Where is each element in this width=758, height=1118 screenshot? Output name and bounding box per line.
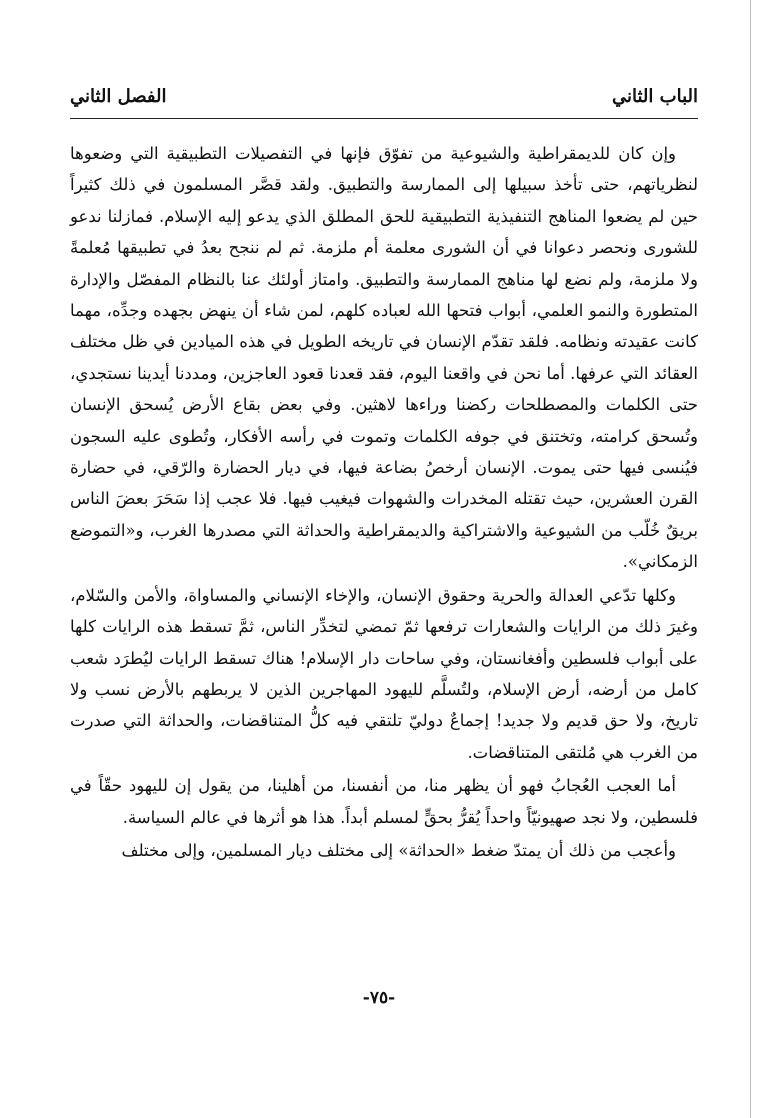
header-divider [70,118,698,119]
paragraph: وكلها تدّعي العدالة والحرية وحقوق الإنسان، والإخاء الإنساني والمساواة، والأمن والسّلام، وغيرَ ذلك من الرايات والشعارات ترفعها ثمّ تمضي لتخدِّر الناس، ثمَّ تسقط هذه الرايات كلها على أبواب فلسطين وأفغانستان، وفي ساحات دار الإسلام! هناك تسقط الرايات ليُطرَد شعب كامل من أرضه، أرض الإسلام، ولتُسلَّم لليهود المهاجرين الذين لا يربطهم بالأرض نسب ولا تاريخ، ولا حق قديم ولا جديد! إجماعٌ دوليّ تلتقي فيه كلُّ المتناقضات، والحداثة التي صدرت من الغرب هي مُلتقى المتناقضات. [70,585,698,762]
paragraph: أما العجب العُجابُ فهو أن يظهر منا، من أنفسنا، من أهلينا، من يقول إن لليهود حقّاً في فلسطين، ولا نجد صهيونيّاً واحداً يُقرُّ بحقٍّ لمسلم أبداً. هذا هو أثرها في عالم السياسة. [70,776,698,827]
paragraph: وأعجب من ذلك أن يمتدّ ضغط «الحداثة» إلى مختلف ديار المسلمين، وإلى مختلف [121,840,676,860]
page-number: -٧٥- [362,988,396,1008]
part-title: الباب الثاني [611,86,698,107]
page-edge-line [750,0,751,1118]
chapter-title: الفصل الثاني [70,86,167,107]
running-header [70,86,698,116]
paragraph: وإن كان للديمقراطية والشيوعية من تفوّق فإنها في التفصيلات التطبيقية التي وضعوها لنظرياتهم، حتى تأخذ سبيلها إلى الممارسة والتطبيق. ولقد قصَّر المسلمون في ذلك كثيراً حين لم يضعوا المناهج التنفيذية التطبيقية للحق المطلق الذي يدعو إليه الإسلام. فمازلنا ندعو للشورى ونحصر دعوانا في أن الشورى معلمة أم ملزمة. ثم لم ننجح بعدُ في تطبيقها مُعلمةً ولا ملزمة، ولم نضع لها مناهج الممارسة والتطبيق. وامتاز أولئك عنا بالنظام المفصّل والإدارة المتطورة والنمو العلمي، أبواب فتحها الله لعباده كلهم، لمن شاء أن ينهض بجهده وجدِّه، مهما كانت عقيدته ونظامه. فلقد تقدّم الإنسان في تاريخه الطويل في هذه الميادين في ظل مختلف العقائد التي عرفها. أما نحن في واقعنا اليوم، فقد قعدنا قعود العاجزين، ومددنا أيدينا نستجدي، حتى الكلمات والمصطلحات ركضنا وراءها لاهثين. وفي بعض بقاع الأرض يُسحق الإنسان وتُسحق كرامته، وتختنق في جوفه الكلمات وتموت في رأسه الأفكار، وتُطوى عليه السجون فيُنسى فيها حتى يموت. الإنسان أرخصُ بضاعة فيها، في ديار الحضارة والرّقي، في حضارة القرن العشرين، حيث تقتله المخدرات والشهوات فيغيب فيها. فلا عجب إذا سَحَرَ بعضَ الناس بريقٌ خُلّب من الشيوعية والاشتراكية والديمقراطية والحداثة التي مصدرها الغرب، و«التموضع الزمكاني». [70,144,698,572]
body-text [70,138,698,866]
